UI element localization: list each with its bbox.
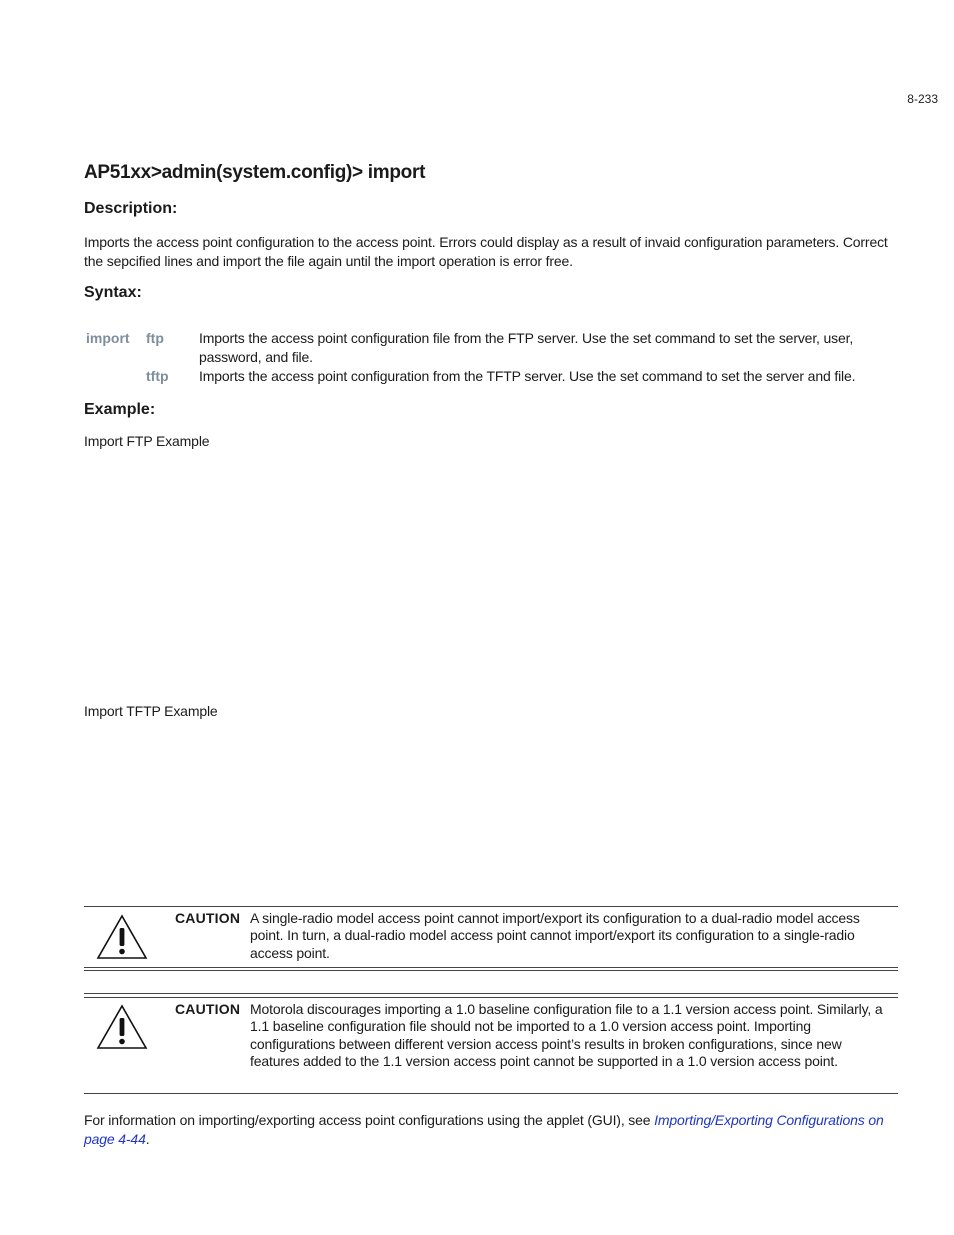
description-text: Imports the access point configuration to the access point. Errors could display as a result of invaid configuration parameters. Correct the sepcified lines and import the file again until the import operation is error free. [84, 234, 888, 269]
example-ftp-label: Import FTP Example [84, 433, 210, 449]
caution-top-rule [84, 997, 898, 998]
caution-bottom-rule [84, 1093, 898, 1094]
warning-triangle-icon [96, 913, 148, 961]
caution-label: CAUTION [175, 1001, 241, 1017]
cross-reference-link[interactable]: Importing/Exporting Configurations on page 4-44 [84, 1112, 884, 1147]
description-heading: Description: [84, 200, 178, 217]
syntax-heading: Syntax: [84, 284, 142, 301]
caution-label: CAUTION [175, 910, 241, 926]
footer-note-suffix: . [145, 1131, 150, 1147]
syntax-option-tftp: tftp [146, 368, 169, 384]
caution-bottom-rule [84, 970, 898, 971]
syntax-command: import [86, 330, 130, 346]
syntax-option-ftp-desc: Imports the access point configuration file from the FTP server. Use the set command to set the server, user, password, and file. [199, 330, 854, 365]
example-heading: Example: [84, 401, 156, 418]
command-heading: AP51xx>admin(system.config)> import [84, 162, 426, 183]
caution-text: A single-radio model access point cannot import/export its configuration to a dual-radio model access point. In turn, a dual-radio model access point cannot import/export its configuration to a single-radio access point. [250, 910, 860, 961]
warning-triangle-icon [96, 1003, 148, 1051]
page-number: 8-233 [907, 92, 938, 106]
footer-note [84, 1111, 898, 1149]
caution-bottom-rule [84, 967, 898, 968]
example-tftp-label: Import TFTP Example [84, 703, 218, 719]
caution-text: Motorola discourages importing a 1.0 baseline configuration file to a 1.1 version access point. Similarly, a 1.1 baseline configuration file should not be imported to a 1.0 version access point. Importing configurations between different version access point’s results in broken configurations, since new features added to the 1.1 version access point cannot be supported in a 1.0 version access point. [250, 1001, 883, 1069]
caution-top-rule [84, 906, 898, 907]
syntax-option-ftp: ftp [146, 330, 164, 346]
caution-top-rule [84, 993, 898, 994]
syntax-option-tftp-desc: Imports the access point configuration from the TFTP server. Use the set command to set the server and file. [199, 368, 856, 384]
footer-note-text: For information on importing/exporting access point configurations using the applet (GUI), see [84, 1112, 655, 1128]
